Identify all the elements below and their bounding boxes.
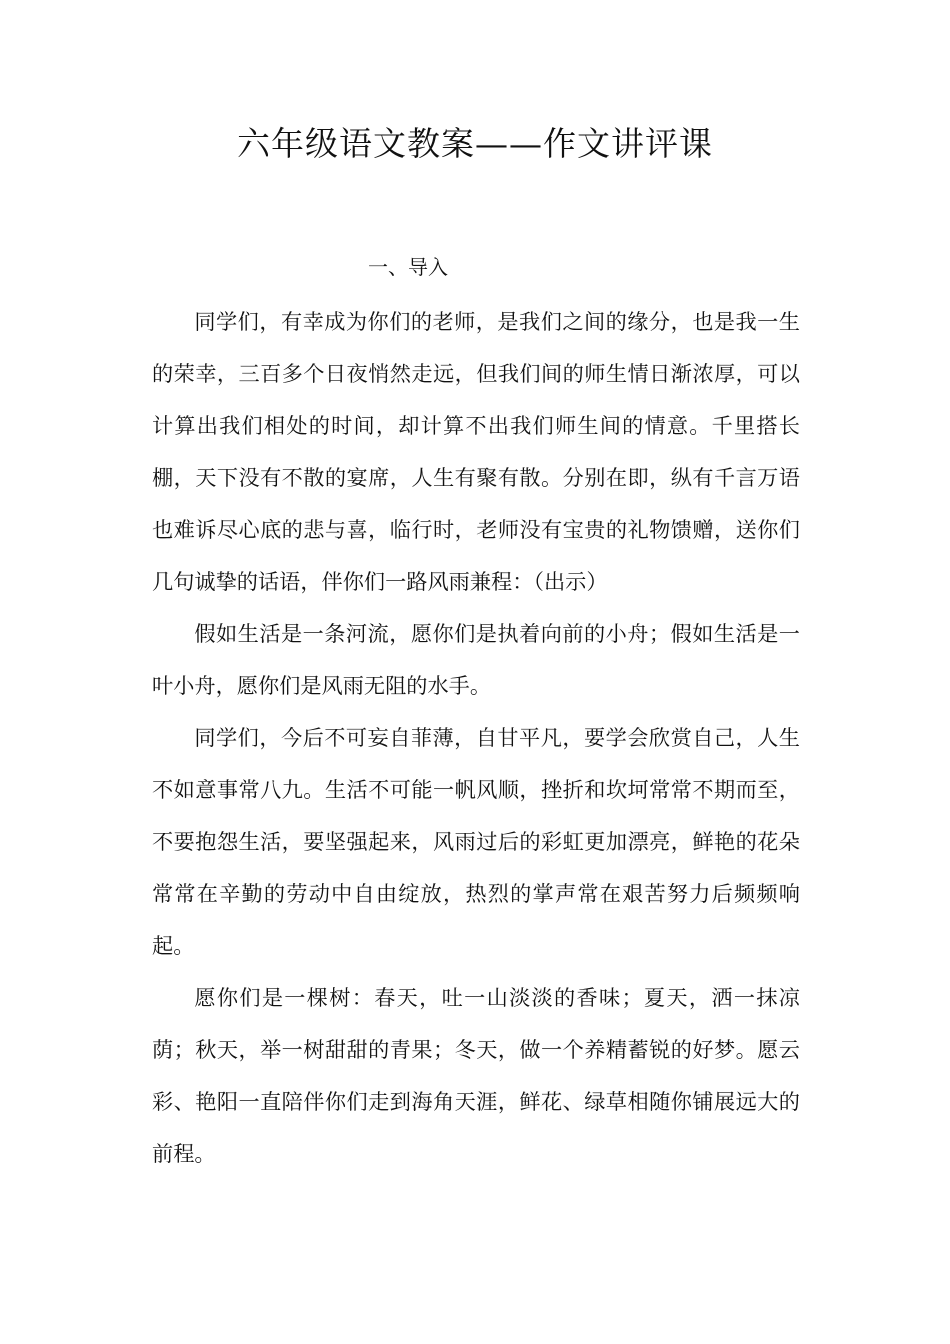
paragraph-3: 同学们，今后不可妄自菲薄，自甘平凡，要学会欣赏自己，人生不如意事常八九。生活不可能一帆风顺，挫折和坎坷常常不期而至，不要抱怨生活，要坚强起来，风雨过后的彩虹更加漂亮，鲜艳的花朵常常在辛勤的劳动中自由绽放，热烈的掌声常在艰苦努力后频频响起。 [152, 725, 800, 958]
paragraph-1: 同学们，有幸成为你们的老师，是我们之间的缘分，也是我一生的荣幸，三百多个日夜悄然走远，但我们间的师生情日渐浓厚，可以计算出我们相处的时间，却计算不出我们师生间的情意。千里搭长棚，天下没有不散的宴席，人生有聚有散。分别在即，纵有千言万语也难诉尽心底的悲与喜，临行时，老师没有宝贵的礼物馈赠，送你们几句诚挚的话语，伴你们一路风雨兼程：（出示） [152, 309, 800, 594]
paragraph-4: 愿你们是一棵树：春天，吐一山淡淡的香味；夏天，洒一抹凉荫；秋天，举一树甜甜的青果；冬天，做一个养精蓄锐的好梦。愿云彩、艳阳一直陪伴你们走到海角天涯，鲜花、绿草相随你铺展远大的前程。 [152, 985, 800, 1166]
paragraph-2: 假如生活是一条河流，愿你们是执着向前的小舟；假如生活是一叶小舟，愿你们是风雨无阻的水手。 [152, 621, 800, 698]
document-title: 六年级语文教案——作文讲评课 [237, 124, 713, 163]
body-text [152, 296, 800, 1180]
section-heading: 一、导入 [368, 255, 448, 279]
